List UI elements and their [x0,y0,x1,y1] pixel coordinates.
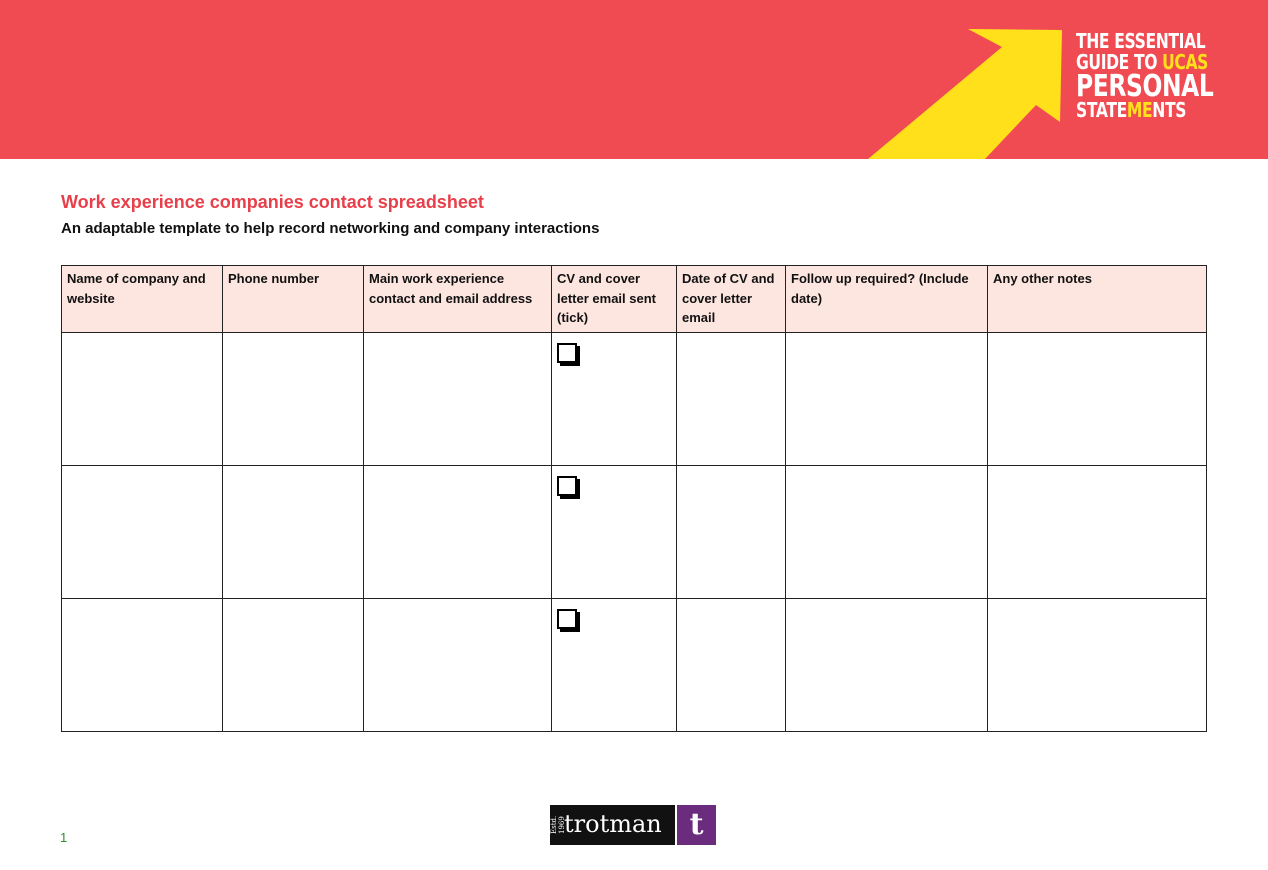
guide-logo [1076,31,1213,121]
trotman-t-icon: t [677,805,716,845]
cell-cv-sent [552,333,677,466]
table-row [62,333,1207,466]
logo-line-3: PERSONAL [1076,69,1214,104]
trotman-wordmark: trotman [564,810,662,838]
cell-contact[interactable] [364,599,552,732]
document-title: Work experience companies contact spreadsheet [61,192,484,212]
cell-notes[interactable] [988,599,1207,732]
cell-company[interactable] [62,333,223,466]
page-number: 1 [60,830,68,845]
header-cv-sent: CV and cover letter email sent (tick) [552,266,677,333]
logo-line-2-a: GUIDE TO [1076,50,1163,74]
logo-line-2-b: UCAS [1162,50,1209,74]
yellow-arrow-icon [868,29,1062,159]
cell-contact[interactable] [364,333,552,466]
table-header-row [62,266,1207,333]
table-row [62,599,1207,732]
cell-phone[interactable] [223,333,364,466]
logo-line-4-c: NTS [1152,98,1187,122]
cell-notes[interactable] [988,466,1207,599]
cell-notes[interactable] [988,333,1207,466]
cell-contact[interactable] [364,466,552,599]
header-banner [0,0,1268,159]
cell-date[interactable] [677,599,786,732]
contact-spreadsheet-table [61,265,1207,732]
document-subtitle: An adaptable template to help record networking and company interactions [61,220,600,237]
checkbox-icon[interactable] [557,609,577,629]
header-contact: Main work experience contact and email address [364,266,552,333]
logo-line-4-b: ME [1126,98,1153,122]
logo-line-1: THE ESSENTIAL [1076,29,1206,53]
header-company: Name of company and website [62,266,223,333]
trotman-wordmark-box [550,805,675,845]
cell-phone[interactable] [223,599,364,732]
cell-cv-sent [552,466,677,599]
cell-follow-up[interactable] [786,333,988,466]
cell-date[interactable] [677,333,786,466]
cell-date[interactable] [677,466,786,599]
cell-phone[interactable] [223,466,364,599]
cell-company[interactable] [62,599,223,732]
logo-line-4-a: STATE [1076,98,1127,122]
checkbox-icon[interactable] [557,343,577,363]
checkbox-icon[interactable] [557,476,577,496]
table-row [62,466,1207,599]
header-phone: Phone number [223,266,364,333]
trotman-logo [550,805,716,845]
trotman-estd: Estd. 1969 [550,815,566,835]
cell-company[interactable] [62,466,223,599]
cell-follow-up[interactable] [786,599,988,732]
header-notes: Any other notes [988,266,1207,333]
header-date: Date of CV and cover letter email [677,266,786,333]
header-follow-up: Follow up required? (Include date) [786,266,988,333]
cell-cv-sent [552,599,677,732]
cell-follow-up[interactable] [786,466,988,599]
